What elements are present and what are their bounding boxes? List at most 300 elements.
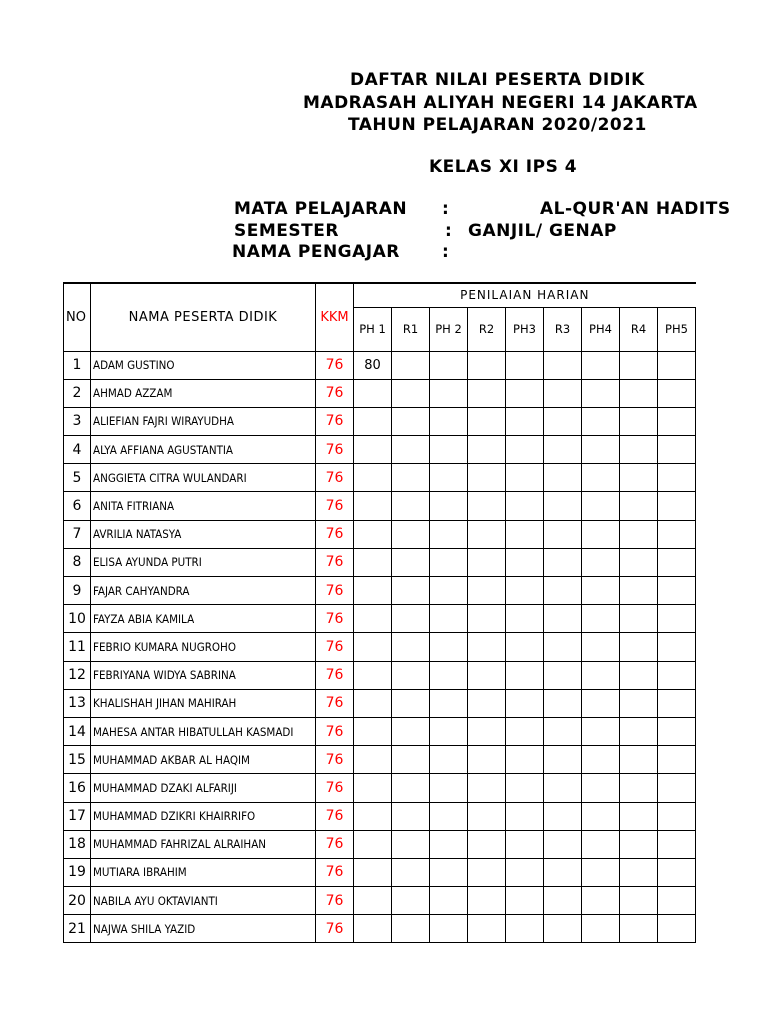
- cell-student-name: FEBRIYANA WIDYA SABRINA: [91, 661, 316, 689]
- cell-score[interactable]: [582, 464, 620, 492]
- cell-score[interactable]: [392, 464, 430, 492]
- cell-score[interactable]: [582, 774, 620, 802]
- cell-student-name: FAJAR CAHYANDRA: [91, 577, 316, 605]
- cell-no: 5: [64, 464, 91, 492]
- table-row: [64, 774, 696, 802]
- cell-score[interactable]: [354, 379, 392, 407]
- cell-score[interactable]: [468, 605, 506, 633]
- cell-score[interactable]: [392, 830, 430, 858]
- cell-score[interactable]: [658, 887, 696, 915]
- cell-score[interactable]: [468, 577, 506, 605]
- cell-score[interactable]: [582, 605, 620, 633]
- cell-score[interactable]: [430, 887, 468, 915]
- cell-no: 17: [64, 802, 91, 830]
- cell-student-name: AHMAD AZZAM: [91, 379, 316, 407]
- cell-score[interactable]: [392, 548, 430, 576]
- cell-score[interactable]: [506, 661, 544, 689]
- cell-student-name: KHALISHAH JIHAN MAHIRAH: [91, 689, 316, 717]
- table-row: [64, 605, 696, 633]
- cell-score[interactable]: [620, 407, 658, 435]
- cell-score[interactable]: [506, 605, 544, 633]
- cell-score[interactable]: [354, 915, 392, 943]
- subheader-r4: R4: [620, 307, 658, 351]
- cell-score[interactable]: [430, 605, 468, 633]
- table-header-row: [64, 283, 696, 307]
- title-kelas: KELAS XI IPS 4: [429, 157, 578, 177]
- cell-student-name: ADAM GUSTINO: [91, 351, 316, 379]
- cell-score[interactable]: [430, 717, 468, 745]
- cell-score[interactable]: [430, 689, 468, 717]
- table-row: [64, 830, 696, 858]
- cell-score[interactable]: [582, 915, 620, 943]
- cell-no: 4: [64, 436, 91, 464]
- cell-student-name: AVRILIA NATASYA: [91, 520, 316, 548]
- table-row: [64, 661, 696, 689]
- cell-kkm: 76: [316, 887, 354, 915]
- cell-score[interactable]: [430, 633, 468, 661]
- cell-student-name: MAHESA ANTAR HIBATULLAH KASMADI: [91, 717, 316, 745]
- table-row: [64, 520, 696, 548]
- cell-score[interactable]: [582, 717, 620, 745]
- cell-score[interactable]: [392, 492, 430, 520]
- cell-score[interactable]: [620, 661, 658, 689]
- cell-score[interactable]: [658, 548, 696, 576]
- cell-score[interactable]: [620, 351, 658, 379]
- cell-student-name: MUHAMMAD DZAKI ALFARIJI: [91, 774, 316, 802]
- header-nama-peserta: NAMA PESERTA DIDIK: [91, 283, 316, 351]
- cell-score[interactable]: [544, 661, 582, 689]
- cell-score[interactable]: [582, 830, 620, 858]
- cell-student-name: FEBRIO KUMARA NUGROHO: [91, 633, 316, 661]
- cell-score[interactable]: [392, 520, 430, 548]
- cell-score[interactable]: [620, 520, 658, 548]
- meta-teacher-colon: :: [442, 242, 450, 262]
- cell-score[interactable]: [392, 689, 430, 717]
- cell-score[interactable]: [506, 436, 544, 464]
- cell-score[interactable]: [468, 633, 506, 661]
- cell-score[interactable]: [468, 802, 506, 830]
- cell-score[interactable]: [392, 661, 430, 689]
- cell-score[interactable]: [582, 858, 620, 886]
- cell-score[interactable]: [468, 520, 506, 548]
- cell-score[interactable]: [392, 858, 430, 886]
- cell-kkm: 76: [316, 633, 354, 661]
- cell-score[interactable]: [620, 830, 658, 858]
- cell-score[interactable]: [620, 802, 658, 830]
- meta-semester-colon: :: [445, 221, 453, 241]
- cell-kkm: 76: [316, 689, 354, 717]
- cell-kkm: 76: [316, 746, 354, 774]
- cell-score[interactable]: [658, 520, 696, 548]
- cell-score[interactable]: [430, 379, 468, 407]
- cell-score[interactable]: 80: [354, 351, 392, 379]
- cell-score[interactable]: [544, 520, 582, 548]
- cell-score[interactable]: [658, 464, 696, 492]
- cell-score[interactable]: [506, 774, 544, 802]
- cell-score[interactable]: [392, 436, 430, 464]
- cell-score[interactable]: [506, 351, 544, 379]
- cell-score[interactable]: [354, 887, 392, 915]
- cell-score[interactable]: [392, 633, 430, 661]
- cell-score[interactable]: [506, 548, 544, 576]
- cell-score[interactable]: [620, 774, 658, 802]
- cell-kkm: 76: [316, 520, 354, 548]
- cell-kkm: 76: [316, 802, 354, 830]
- cell-no: 1: [64, 351, 91, 379]
- cell-score[interactable]: [620, 492, 658, 520]
- cell-no: 19: [64, 858, 91, 886]
- table-row: [64, 407, 696, 435]
- cell-no: 10: [64, 605, 91, 633]
- subheader-ph5: PH5: [658, 307, 696, 351]
- cell-score[interactable]: [354, 633, 392, 661]
- cell-score[interactable]: [392, 407, 430, 435]
- cell-score[interactable]: [354, 830, 392, 858]
- cell-score[interactable]: [354, 492, 392, 520]
- table-row: [64, 492, 696, 520]
- meta-subject-colon: :: [442, 199, 450, 219]
- cell-score[interactable]: [430, 548, 468, 576]
- cell-score[interactable]: [430, 774, 468, 802]
- cell-score[interactable]: [468, 379, 506, 407]
- cell-no: 12: [64, 661, 91, 689]
- cell-score[interactable]: [430, 464, 468, 492]
- cell-student-name: ANGGIETA CITRA WULANDARI: [91, 464, 316, 492]
- cell-score[interactable]: [620, 577, 658, 605]
- cell-score[interactable]: [468, 774, 506, 802]
- cell-score[interactable]: [620, 689, 658, 717]
- cell-score[interactable]: [620, 436, 658, 464]
- cell-score[interactable]: [544, 689, 582, 717]
- cell-score[interactable]: [506, 746, 544, 774]
- cell-score[interactable]: [658, 717, 696, 745]
- cell-student-name: MUHAMMAD FAHRIZAL ALRAIHAN: [91, 830, 316, 858]
- cell-score[interactable]: [658, 746, 696, 774]
- cell-score[interactable]: [544, 774, 582, 802]
- cell-score[interactable]: [430, 577, 468, 605]
- cell-score[interactable]: [392, 717, 430, 745]
- subheader-ph2: PH 2: [430, 307, 468, 351]
- subheader-ph3: PH3: [506, 307, 544, 351]
- cell-score[interactable]: [430, 746, 468, 774]
- cell-score[interactable]: [658, 689, 696, 717]
- cell-score[interactable]: [392, 379, 430, 407]
- cell-kkm: 76: [316, 915, 354, 943]
- cell-score[interactable]: [354, 407, 392, 435]
- cell-student-name: MUHAMMAD AKBAR AL HAQIM: [91, 746, 316, 774]
- subheader-r3: R3: [544, 307, 582, 351]
- cell-score[interactable]: [392, 915, 430, 943]
- cell-score[interactable]: [468, 351, 506, 379]
- cell-no: 3: [64, 407, 91, 435]
- header-no: NO: [64, 283, 91, 351]
- cell-score[interactable]: [620, 605, 658, 633]
- cell-score[interactable]: [430, 492, 468, 520]
- cell-score[interactable]: [354, 746, 392, 774]
- cell-score[interactable]: [392, 774, 430, 802]
- cell-score[interactable]: [392, 605, 430, 633]
- cell-score[interactable]: [506, 464, 544, 492]
- cell-score[interactable]: [430, 351, 468, 379]
- subheader-r2: R2: [468, 307, 506, 351]
- cell-kkm: 76: [316, 351, 354, 379]
- cell-no: 15: [64, 746, 91, 774]
- cell-score[interactable]: [544, 407, 582, 435]
- cell-kkm: 76: [316, 858, 354, 886]
- cell-score[interactable]: [544, 436, 582, 464]
- cell-score[interactable]: [544, 858, 582, 886]
- cell-score[interactable]: [354, 661, 392, 689]
- cell-score[interactable]: [582, 351, 620, 379]
- cell-score[interactable]: [582, 520, 620, 548]
- cell-score[interactable]: [582, 379, 620, 407]
- cell-score[interactable]: [430, 436, 468, 464]
- meta-semester-label: SEMESTER: [234, 221, 339, 241]
- cell-student-name: ALYA AFFIANA AGUSTANTIA: [91, 436, 316, 464]
- cell-score[interactable]: [506, 830, 544, 858]
- cell-score[interactable]: [658, 436, 696, 464]
- cell-score[interactable]: [354, 577, 392, 605]
- cell-no: 18: [64, 830, 91, 858]
- cell-score[interactable]: [620, 379, 658, 407]
- cell-no: 20: [64, 887, 91, 915]
- cell-score[interactable]: [658, 774, 696, 802]
- cell-score[interactable]: [544, 577, 582, 605]
- cell-kkm: 76: [316, 774, 354, 802]
- cell-no: 21: [64, 915, 91, 943]
- cell-score[interactable]: [658, 802, 696, 830]
- cell-score[interactable]: [544, 915, 582, 943]
- cell-score[interactable]: [544, 802, 582, 830]
- cell-score[interactable]: [430, 802, 468, 830]
- cell-student-name: MUTIARA IBRAHIM: [91, 858, 316, 886]
- cell-score[interactable]: [544, 746, 582, 774]
- cell-score[interactable]: [582, 802, 620, 830]
- cell-score[interactable]: [506, 887, 544, 915]
- cell-score[interactable]: [658, 407, 696, 435]
- cell-score[interactable]: [506, 717, 544, 745]
- cell-kkm: 76: [316, 548, 354, 576]
- cell-score[interactable]: [468, 436, 506, 464]
- cell-score[interactable]: [582, 492, 620, 520]
- table-row: [64, 351, 696, 379]
- table-row: [64, 746, 696, 774]
- cell-no: 9: [64, 577, 91, 605]
- cell-score[interactable]: [544, 717, 582, 745]
- cell-score[interactable]: [582, 661, 620, 689]
- table-row: [64, 633, 696, 661]
- cell-no: 6: [64, 492, 91, 520]
- cell-score[interactable]: [658, 351, 696, 379]
- cell-score[interactable]: [468, 830, 506, 858]
- cell-student-name: FAYZA ABIA KAMILA: [91, 605, 316, 633]
- cell-score[interactable]: [468, 887, 506, 915]
- cell-student-name: NAJWA SHILA YAZID: [91, 915, 316, 943]
- cell-score[interactable]: [582, 887, 620, 915]
- cell-kkm: 76: [316, 577, 354, 605]
- cell-score[interactable]: [658, 577, 696, 605]
- cell-score[interactable]: [658, 605, 696, 633]
- cell-score[interactable]: [544, 492, 582, 520]
- table-row: [64, 887, 696, 915]
- cell-kkm: 76: [316, 407, 354, 435]
- cell-score[interactable]: [468, 464, 506, 492]
- cell-score[interactable]: [544, 605, 582, 633]
- cell-score[interactable]: [468, 661, 506, 689]
- grade-table: [63, 282, 696, 943]
- cell-score[interactable]: [658, 830, 696, 858]
- subheader-r1: R1: [392, 307, 430, 351]
- table-row: [64, 436, 696, 464]
- table-row: [64, 915, 696, 943]
- cell-score[interactable]: [544, 379, 582, 407]
- cell-score[interactable]: [544, 887, 582, 915]
- cell-score[interactable]: [506, 915, 544, 943]
- cell-kkm: 76: [316, 830, 354, 858]
- cell-student-name: ALIEFIAN FAJRI WIRAYUDHA: [91, 407, 316, 435]
- cell-kkm: 76: [316, 436, 354, 464]
- cell-score[interactable]: [620, 464, 658, 492]
- cell-no: 8: [64, 548, 91, 576]
- cell-no: 11: [64, 633, 91, 661]
- cell-score[interactable]: [430, 830, 468, 858]
- cell-score[interactable]: [506, 633, 544, 661]
- cell-no: 2: [64, 379, 91, 407]
- cell-score[interactable]: [430, 661, 468, 689]
- subheader-ph4: PH4: [582, 307, 620, 351]
- cell-score[interactable]: [392, 802, 430, 830]
- cell-score[interactable]: [582, 746, 620, 774]
- subheader-ph1: PH 1: [354, 307, 392, 351]
- cell-score[interactable]: [658, 915, 696, 943]
- table-row: [64, 379, 696, 407]
- cell-score[interactable]: [354, 464, 392, 492]
- cell-score[interactable]: [354, 717, 392, 745]
- cell-score[interactable]: [620, 858, 658, 886]
- cell-score[interactable]: [620, 746, 658, 774]
- cell-score[interactable]: [658, 379, 696, 407]
- cell-score[interactable]: [468, 915, 506, 943]
- table-row: [64, 717, 696, 745]
- table-row: [64, 464, 696, 492]
- cell-kkm: 76: [316, 492, 354, 520]
- title-madrasah: MADRASAH ALIYAH NEGERI 14 JAKARTA: [303, 93, 698, 113]
- cell-score[interactable]: [430, 520, 468, 548]
- cell-kkm: 76: [316, 379, 354, 407]
- cell-score[interactable]: [544, 633, 582, 661]
- cell-score[interactable]: [582, 436, 620, 464]
- cell-student-name: MUHAMMAD DZIKRI KHAIRRIFO: [91, 802, 316, 830]
- cell-score[interactable]: [582, 407, 620, 435]
- cell-score[interactable]: [506, 577, 544, 605]
- cell-score[interactable]: [544, 548, 582, 576]
- cell-score[interactable]: [620, 717, 658, 745]
- cell-score[interactable]: [506, 858, 544, 886]
- cell-score[interactable]: [430, 915, 468, 943]
- title-daftar-nilai: DAFTAR NILAI PESERTA DIDIK: [350, 70, 645, 90]
- cell-score[interactable]: [392, 577, 430, 605]
- cell-score[interactable]: [354, 858, 392, 886]
- cell-score[interactable]: [354, 774, 392, 802]
- table-row: [64, 858, 696, 886]
- cell-no: 13: [64, 689, 91, 717]
- cell-student-name: ANITA FITRIANA: [91, 492, 316, 520]
- cell-score[interactable]: [506, 492, 544, 520]
- cell-score[interactable]: [392, 746, 430, 774]
- cell-score[interactable]: [354, 689, 392, 717]
- cell-score[interactable]: [506, 689, 544, 717]
- cell-score[interactable]: [468, 689, 506, 717]
- cell-score[interactable]: [658, 633, 696, 661]
- cell-score[interactable]: [392, 887, 430, 915]
- meta-subject-label: MATA PELAJARAN: [234, 199, 408, 219]
- table-row: [64, 689, 696, 717]
- header-kkm: KKM: [316, 283, 354, 351]
- cell-kkm: 76: [316, 464, 354, 492]
- table-row: [64, 802, 696, 830]
- cell-score[interactable]: [658, 661, 696, 689]
- cell-score[interactable]: [354, 605, 392, 633]
- cell-score[interactable]: [582, 633, 620, 661]
- cell-no: 14: [64, 717, 91, 745]
- cell-score[interactable]: [582, 548, 620, 576]
- cell-no: 16: [64, 774, 91, 802]
- cell-score[interactable]: [392, 351, 430, 379]
- cell-score[interactable]: [468, 858, 506, 886]
- title-tahun-pelajaran: TAHUN PELAJARAN 2020/2021: [348, 115, 647, 135]
- cell-score[interactable]: [468, 492, 506, 520]
- cell-score[interactable]: [544, 830, 582, 858]
- cell-score[interactable]: [354, 802, 392, 830]
- cell-score[interactable]: [582, 689, 620, 717]
- cell-student-name: NABILA AYU OKTAVIANTI: [91, 887, 316, 915]
- cell-score[interactable]: [430, 407, 468, 435]
- meta-subject-value: AL-QUR'AN HADITS: [540, 199, 731, 219]
- cell-score[interactable]: [468, 717, 506, 745]
- cell-score[interactable]: [544, 351, 582, 379]
- meta-semester-value: GANJIL/ GENAP: [468, 221, 617, 241]
- cell-kkm: 76: [316, 717, 354, 745]
- cell-score[interactable]: [620, 887, 658, 915]
- cell-score[interactable]: [506, 520, 544, 548]
- cell-student-name: ELISA AYUNDA PUTRI: [91, 548, 316, 576]
- cell-score[interactable]: [430, 858, 468, 886]
- cell-score[interactable]: [354, 520, 392, 548]
- cell-score[interactable]: [544, 464, 582, 492]
- cell-score[interactable]: [506, 802, 544, 830]
- cell-kkm: 76: [316, 661, 354, 689]
- cell-score[interactable]: [582, 577, 620, 605]
- meta-teacher-label: NAMA PENGAJAR: [232, 242, 400, 262]
- table-row: [64, 548, 696, 576]
- cell-score[interactable]: [620, 548, 658, 576]
- cell-score[interactable]: [506, 379, 544, 407]
- cell-score[interactable]: [658, 492, 696, 520]
- cell-score[interactable]: [620, 633, 658, 661]
- cell-no: 7: [64, 520, 91, 548]
- table-row: [64, 577, 696, 605]
- cell-score[interactable]: [468, 407, 506, 435]
- cell-score[interactable]: [354, 436, 392, 464]
- cell-score[interactable]: [620, 915, 658, 943]
- cell-score[interactable]: [468, 548, 506, 576]
- cell-kkm: 76: [316, 605, 354, 633]
- cell-score[interactable]: [658, 858, 696, 886]
- cell-score[interactable]: [468, 746, 506, 774]
- cell-score[interactable]: [506, 407, 544, 435]
- cell-score[interactable]: [354, 548, 392, 576]
- header-penilaian-harian: PENILAIAN HARIAN: [354, 283, 696, 307]
